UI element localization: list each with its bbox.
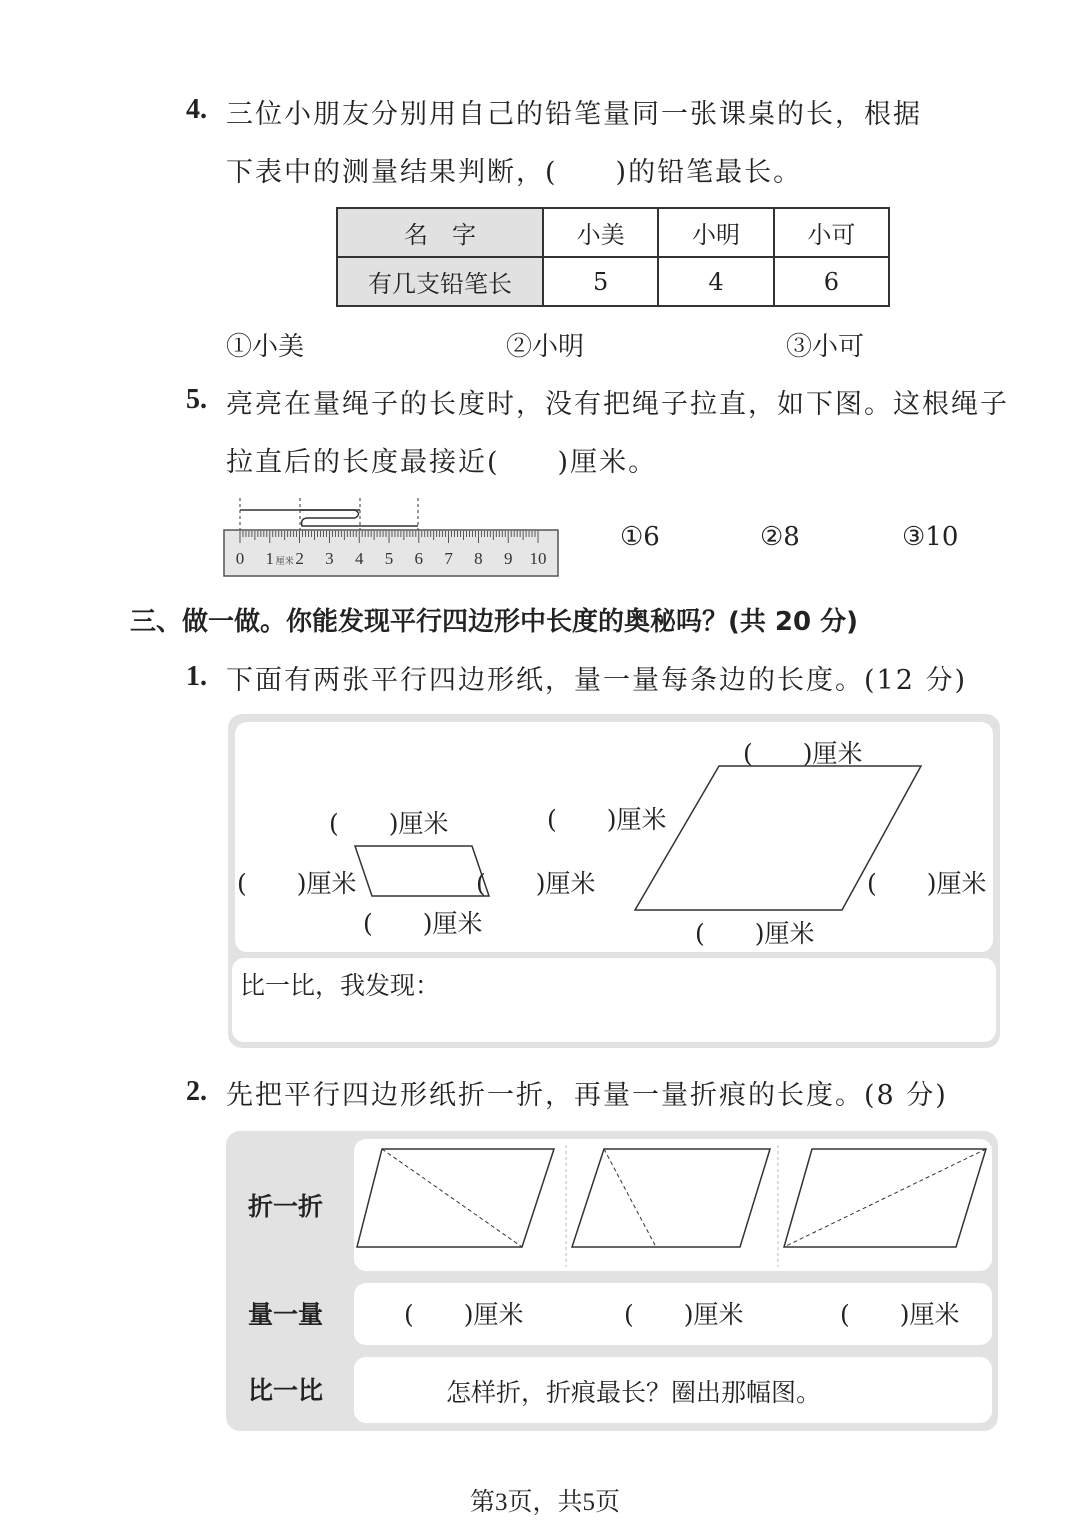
rope	[240, 498, 418, 530]
q5-option-1[interactable]: ①6	[620, 522, 660, 552]
q4-text-line2: 下表中的测量结果判断，( )的铅笔最长。	[226, 157, 803, 188]
fold-3-length-blank[interactable]: ( )厘米	[840, 1300, 960, 1329]
page-footer: 第3页，共5页	[470, 1489, 621, 1516]
ruler-tick-label: 5	[384, 549, 394, 568]
row-fold-label: 折一折	[248, 1192, 324, 1221]
fold-2-length-blank[interactable]: ( )厘米	[624, 1300, 744, 1329]
large-right-blank[interactable]: ( )厘米	[867, 869, 987, 898]
table-row-label: 有几支铅笔长	[337, 257, 543, 306]
ruler-tick-label: 1	[265, 549, 275, 568]
q5-text-line2: 拉直后的长度最接近( )厘米。	[226, 447, 658, 478]
table-name-cell: 小美	[543, 208, 658, 257]
ruler-figure	[222, 494, 560, 580]
row-compare-label: 比一比	[248, 1376, 324, 1405]
small-bottom-blank[interactable]: ( )厘米	[363, 909, 483, 938]
q5-option-2[interactable]: ②8	[760, 522, 800, 552]
row-measure-label: 量一量	[248, 1300, 324, 1329]
p1-text: 下面有两张平行四边形纸，量一量每条边的长度。(12 分)	[226, 665, 968, 696]
ruler-tick-label: 3	[325, 549, 334, 568]
fold-figures	[354, 1139, 992, 1271]
compare-row	[354, 1357, 992, 1423]
q4-text-line1: 三位小朋友分别用自己的铅笔量同一张课桌的长，根据	[226, 99, 922, 130]
large-bottom-blank[interactable]: ( )厘米	[695, 919, 815, 948]
q4-option-1[interactable]: ①小美	[226, 332, 305, 362]
p2-panel	[226, 1131, 998, 1431]
ruler-tick-label: 2	[295, 549, 304, 568]
p1-number: 1.	[186, 661, 207, 692]
small-parallelogram	[355, 846, 489, 896]
ruler-tick-label: 10	[529, 549, 547, 568]
p2-compare-text: 怎样折，折痕最长？圈出那幅图。	[446, 1378, 822, 1407]
fold-option-2[interactable]	[572, 1149, 770, 1247]
table-name-cell: 小明	[658, 208, 773, 257]
ruler-tick-label: 7	[444, 549, 453, 568]
p1-figure-area	[235, 722, 993, 952]
table-value-cell: 6	[774, 257, 889, 306]
large-left-blank[interactable]: ( )厘米	[547, 805, 667, 834]
p1-compare-label: 比一比，我发现：	[240, 971, 441, 1000]
q5-number: 5.	[186, 384, 207, 415]
small-right-blank[interactable]: ( )厘米	[476, 869, 596, 898]
fold-diagrams	[354, 1139, 992, 1271]
ruler-unit-label: 厘米	[275, 556, 294, 566]
p2-number: 2.	[186, 1076, 207, 1107]
q4-option-3[interactable]: ③小可	[786, 332, 865, 362]
q4-option-2[interactable]: ②小明	[506, 332, 585, 362]
p2-text: 先把平行四边形纸折一折，再量一量折痕的长度。(8 分)	[226, 1080, 948, 1111]
p1-panel	[228, 714, 1000, 1048]
section-3-title: 三、做一做。你能发现平行四边形中长度的奥秘吗？(共 20 分)	[130, 607, 859, 637]
ruler-tick-label: 0	[235, 549, 245, 568]
measure-row	[354, 1283, 992, 1345]
large-top-blank[interactable]: ( )厘米	[743, 739, 863, 768]
fold-1-length-blank[interactable]: ( )厘米	[404, 1300, 524, 1329]
table-header-name: 名 字	[337, 208, 543, 257]
ruler-tick-label: 6	[414, 549, 424, 568]
p1-compare-box	[232, 958, 996, 1042]
q5-text-line1: 亮亮在量绳子的长度时，没有把绳子拉直，如下图。这根绳子	[226, 389, 1009, 420]
table-value-cell: 4	[658, 257, 773, 306]
ruler-tick-label: 9	[503, 549, 513, 568]
fold-option-1[interactable]	[357, 1149, 554, 1247]
small-top-blank[interactable]: ( )厘米	[329, 809, 449, 838]
ruler-tick-label: 8	[474, 549, 483, 568]
q5-option-3[interactable]: ③10	[902, 522, 959, 552]
table-name-cell: 小可	[774, 208, 889, 257]
table-value-cell: 5	[543, 257, 658, 306]
small-left-blank[interactable]: ( )厘米	[237, 869, 357, 898]
q4-number: 4.	[186, 94, 207, 125]
fold-option-3[interactable]	[784, 1149, 986, 1247]
ruler-tick-label: 4	[354, 549, 364, 568]
pencil-measurement-table	[336, 207, 890, 307]
